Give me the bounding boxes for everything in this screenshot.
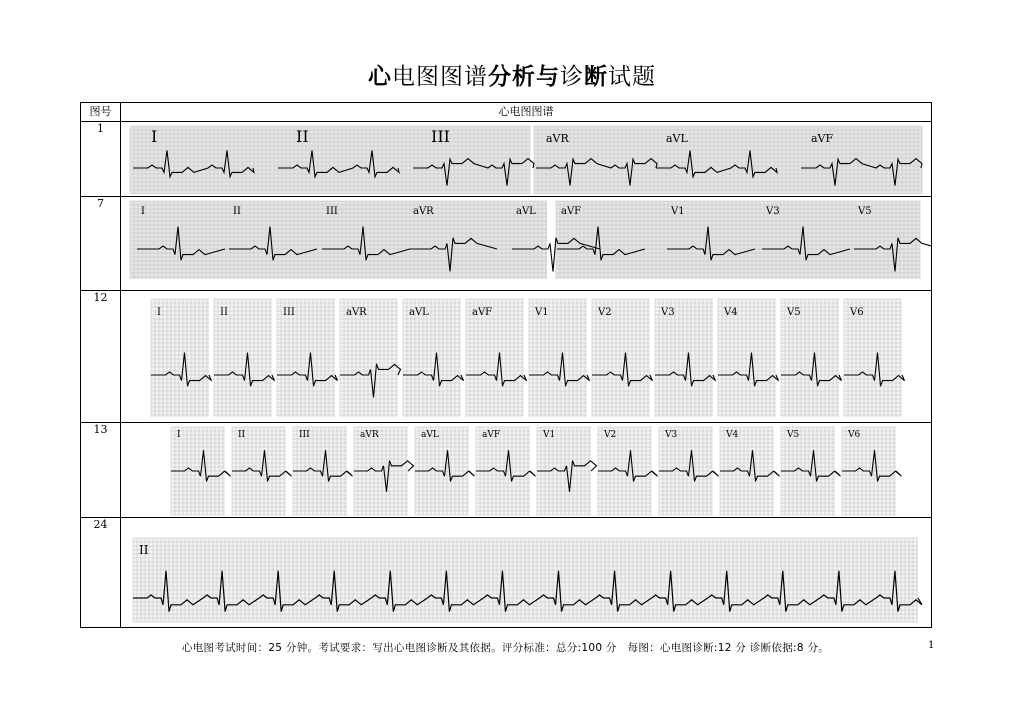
- lead-label: V1: [535, 307, 549, 318]
- lead-label: I: [141, 206, 145, 217]
- lead-label: II: [233, 206, 241, 217]
- ecg-image-24: [121, 518, 932, 628]
- lead-label: aVR: [346, 307, 367, 318]
- lead-label: II: [220, 307, 228, 318]
- lead-label: V2: [598, 307, 612, 318]
- figure-number: 24: [81, 518, 121, 628]
- lead-label: aVF: [472, 307, 493, 318]
- lead-label: aVL: [666, 132, 688, 145]
- lead-label: aVF: [561, 206, 582, 217]
- lead-label: aVL: [516, 206, 536, 217]
- lead-label: V4: [726, 430, 739, 440]
- lead-label: V1: [543, 430, 556, 440]
- page-number: 1: [928, 640, 935, 651]
- lead-label: II: [238, 430, 246, 440]
- lead-label: V6: [850, 307, 864, 318]
- lead-label: aVF: [482, 430, 501, 440]
- lead-label: aVR: [546, 132, 569, 145]
- lead-label: V3: [661, 307, 675, 318]
- ecg-grid: [130, 201, 547, 279]
- figure-number: 12: [81, 291, 121, 423]
- lead-label: V3: [665, 430, 678, 440]
- figure-number: 13: [81, 423, 121, 518]
- lead-label: III: [431, 127, 450, 146]
- lead-label: I: [157, 307, 161, 318]
- lead-label: III: [299, 430, 310, 440]
- lead-label: V5: [787, 430, 800, 440]
- ecg-image-1: [121, 122, 932, 197]
- ecg-strip-24: [121, 518, 932, 628]
- lead-label: I: [151, 127, 158, 146]
- figure-number: 1: [81, 122, 121, 197]
- lead-label: aVF: [811, 132, 834, 145]
- page-title: 心电图图谱分析与诊断试题: [368, 64, 656, 90]
- lead-label: II: [296, 127, 309, 146]
- ecg-image-13: [121, 423, 932, 518]
- lead-label: aVL: [409, 307, 429, 318]
- ecg-image-7: [121, 197, 932, 291]
- lead-label: aVR: [360, 430, 379, 440]
- ecg-table: [80, 102, 932, 628]
- lead-label: V5: [787, 307, 801, 318]
- ecg-strip-13: [121, 423, 932, 518]
- ecg-grid: [133, 538, 918, 622]
- header-ecg-atlas: 心电图图谱: [121, 103, 932, 122]
- ecg-strip-12: [121, 291, 932, 423]
- lead-label: III: [326, 206, 338, 217]
- lead-label: aVR: [413, 206, 434, 217]
- lead-label: V6: [848, 430, 861, 440]
- lead-label: III: [283, 307, 295, 318]
- lead-label: II: [139, 543, 149, 557]
- exam-instructions: 心电图考试时间：25 分钟。考试要求：写出心电图诊断及其依据。评分标准：总分:100 分 每图：心电图诊断:12 分 诊断依据:8 分。: [181, 642, 830, 654]
- header-figure-number: 图号: [81, 103, 121, 122]
- lead-label: I: [177, 430, 181, 440]
- lead-label: V2: [604, 430, 617, 440]
- lead-label: V5: [858, 206, 872, 217]
- ecg-image-12: [121, 291, 932, 423]
- lead-label: V1: [671, 206, 685, 217]
- figure-number: 7: [81, 197, 121, 291]
- lead-label: V4: [724, 307, 738, 318]
- lead-label: V3: [766, 206, 780, 217]
- ecg-strip-1: [121, 122, 932, 197]
- lead-label: aVL: [421, 430, 439, 440]
- ecg-strip-7: [121, 197, 932, 291]
